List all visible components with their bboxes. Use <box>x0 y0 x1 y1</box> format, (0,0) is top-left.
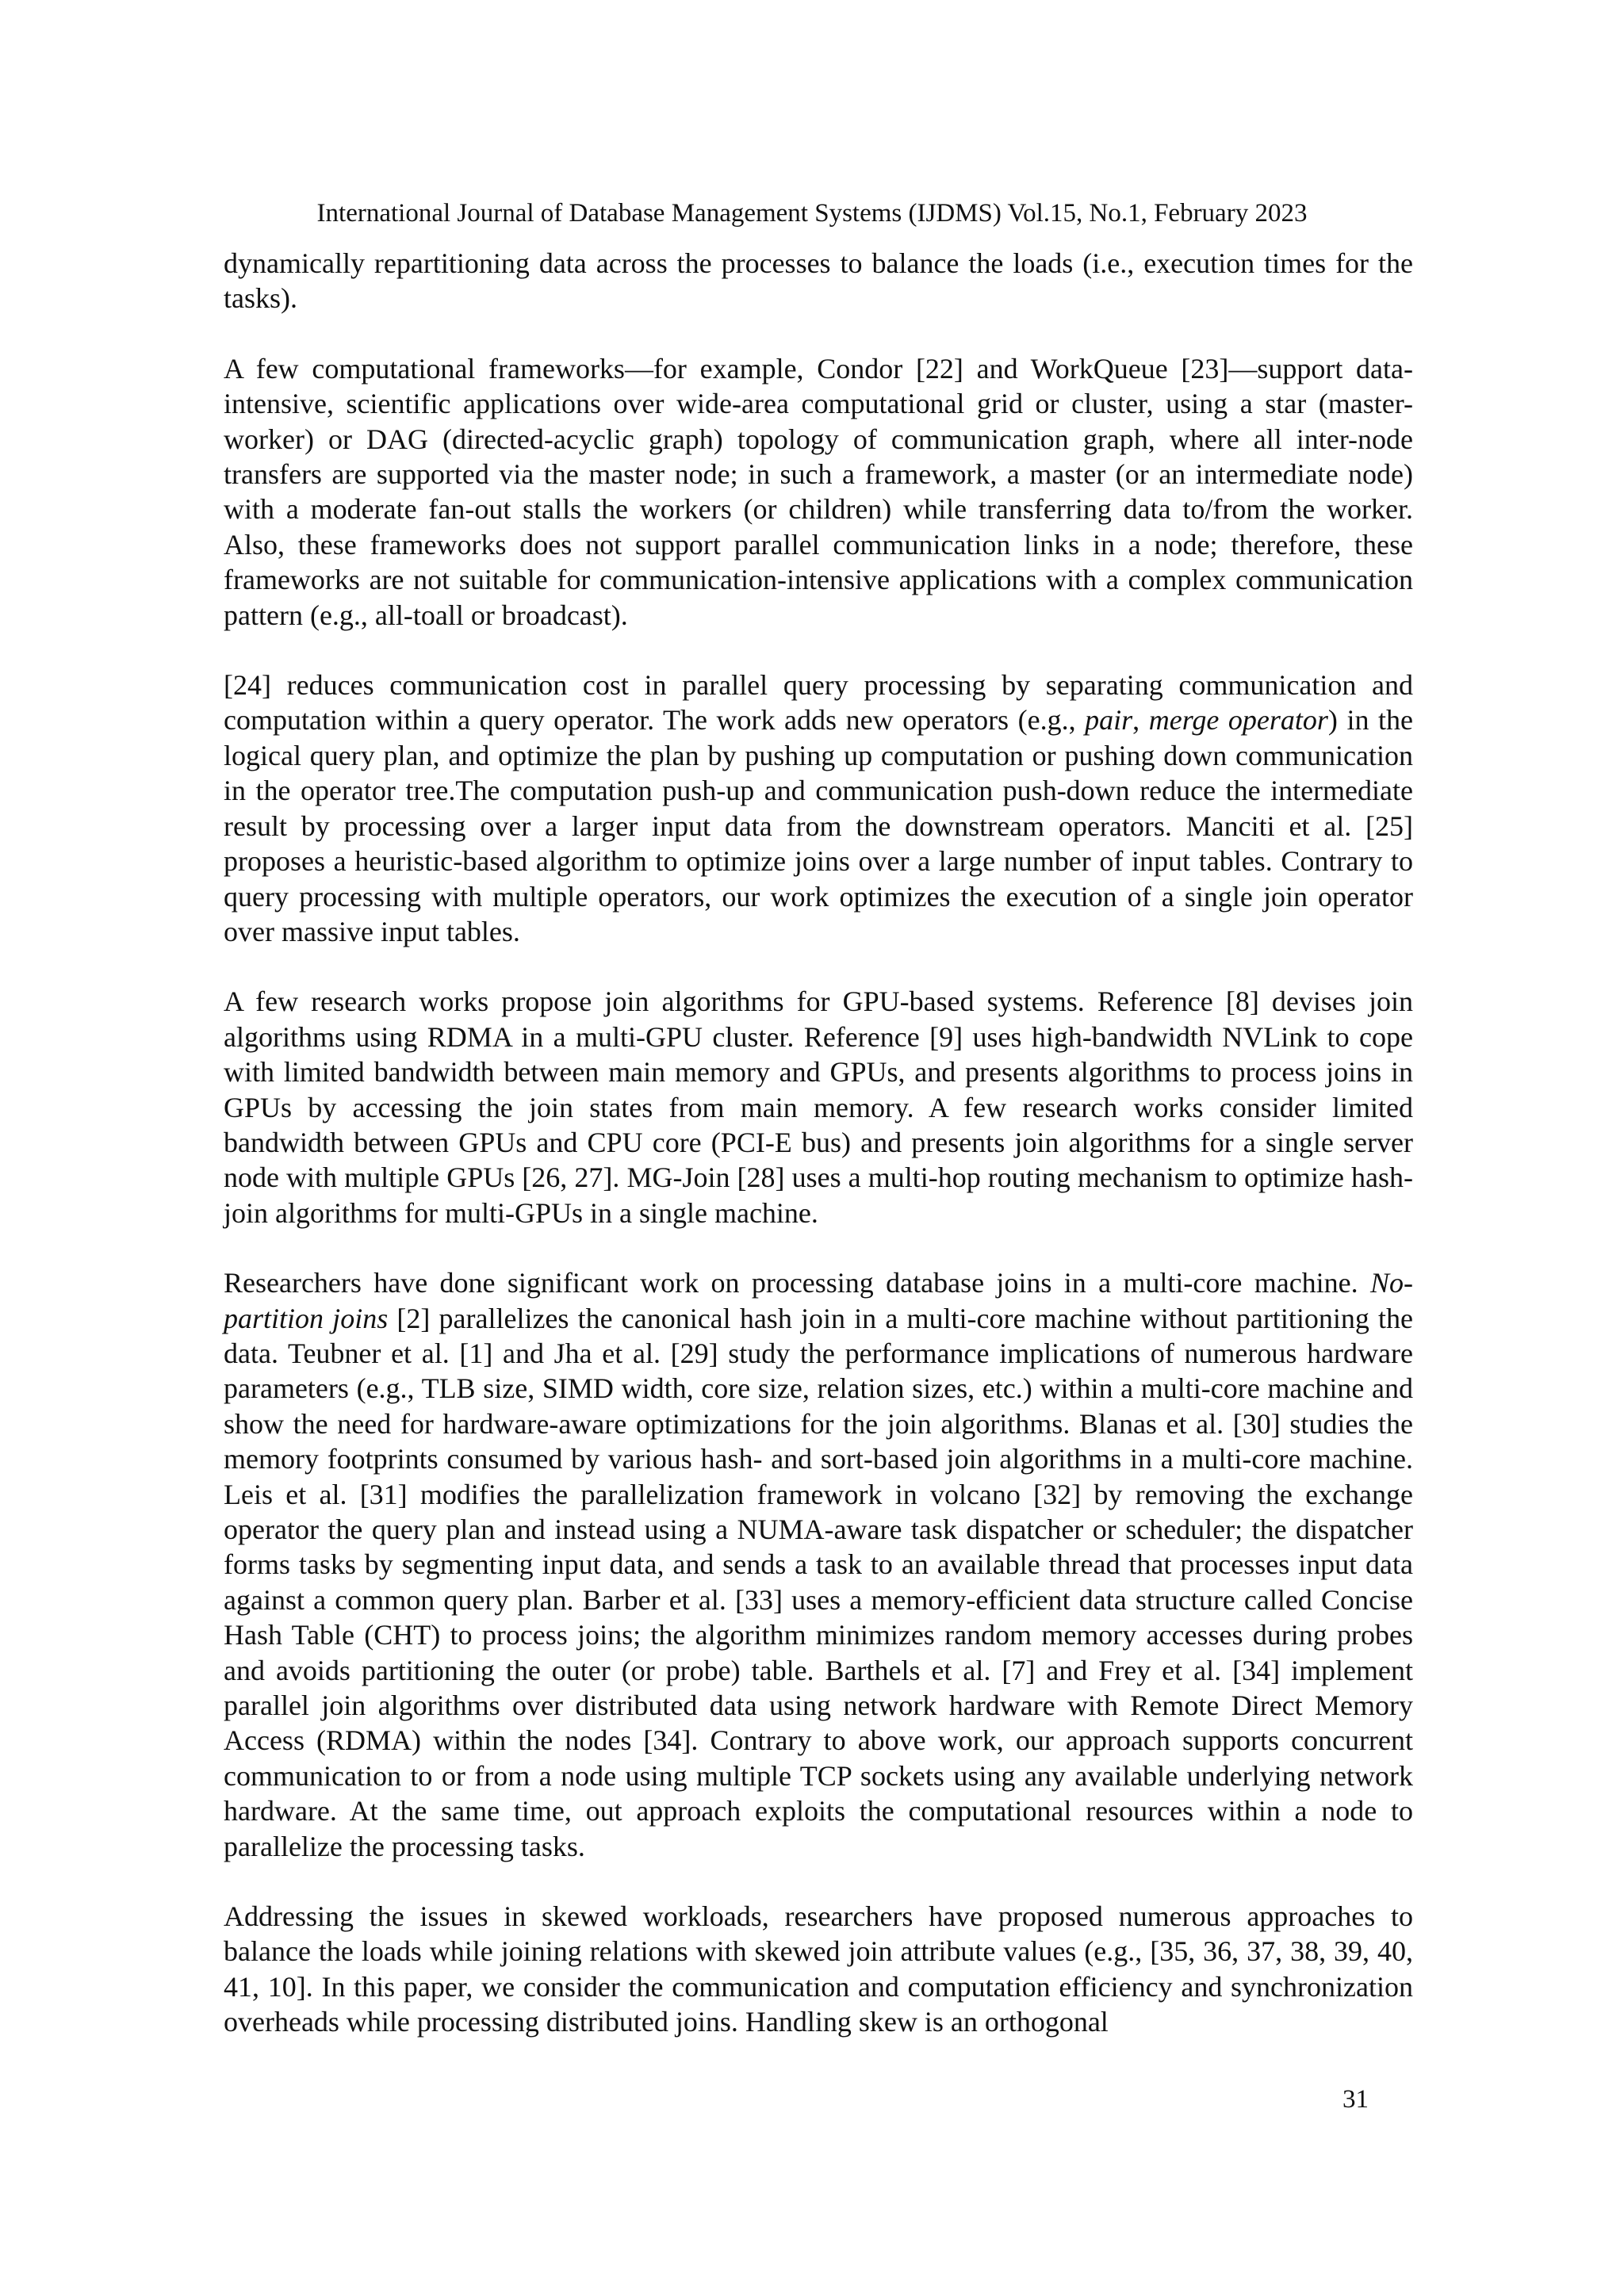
body-text <box>224 246 1413 2040</box>
paragraph-5 <box>224 1265 1413 1864</box>
text-segment: dynamically repartitioning data across the processes to balance the loads (i.e., execution times for the tasks). <box>224 247 1413 315</box>
text-segment: ) in the logical query plan, and optimize the plan by pushing up computation or pushing down communication in the operator tree.The computation push-up and communication push-down reduce the intermediate result by processing over a larger input data from the downstream operators. Manciti et al. [25] proposes a heuristic-based algorithm to optimize joins over a large number of input tables. Contrary to query processing with multiple operators, our work optimizes the execution of a single join operator over massive input tables. <box>224 704 1413 947</box>
text-segment: [24] reduces communication cost in parallel query processing by separating communication and computation within a query operator. The work adds new operators (e.g., <box>224 669 1413 737</box>
text-segment: Researchers have done significant work on processing database joins in a multi-core machine. <box>224 1267 1370 1299</box>
text-segment: A few research works propose join algorithms for GPU-based systems. Reference [8] devises join algorithms using RDMA in a multi-GPU cluster. Reference [9] uses high-bandwidth NVLink to cope with limited bandwidth between main memory and GPUs, and presents algorithms to process joins in GPUs by accessing the join states from main memory. A few research works consider limited bandwidth between GPUs and CPU core (PCI-E bus) and presents join algorithms for a single server node with multiple GPUs [26, 27]. MG-Join [28] uses a multi-hop routing mechanism to optimize hash-join algorithms for multi-GPUs in a single machine. <box>224 985 1413 1229</box>
paragraph-3 <box>224 668 1413 949</box>
italic-term-pair: pair <box>1085 704 1133 737</box>
italic-term-merge-operator: merge operator <box>1148 704 1328 737</box>
running-header: International Journal of Database Management Systems (IJDMS) Vol.15, No.1, February 2023 <box>316 199 1308 228</box>
text-segment: Addressing the issues in skewed workloads, researchers have proposed numerous approaches to balance the loads while joining relations with skewed join attribute values (e.g., [35, 36, 37, 38, 39, 40, 41, 10]. In this paper, we consider the communication and computation efficiency and synchronization overheads while processing distributed joins. Handling skew is an orthogonal <box>224 1900 1413 2038</box>
page-number: 31 <box>1342 2085 1369 2114</box>
italic-term-no-partition-joins: No-partition joins <box>224 1267 1413 1334</box>
text-segment: , <box>1132 704 1149 737</box>
paragraph-2 <box>224 351 1413 633</box>
paragraph-4 <box>224 984 1413 1230</box>
text-segment: A few computational frameworks—for example, Condor [22] and WorkQueue [23]—support data-intensive, scientific applications over wide-area computational grid or cluster, using a star (master-worker) or DAG (directed-acyclic graph) topology of communication graph, where all inter-node transfers are supported via the master node; in such a framework, a master (or an intermediate node) with a moderate fan-out stalls the workers (or children) while transferring data to/from the worker. Also, these frameworks does not support parallel communication links in a node; therefore, these frameworks are not suitable for communication-intensive applications with a complex communication pattern (e.g., all-toall or broadcast). <box>224 352 1413 631</box>
paragraph-1 <box>224 246 1413 316</box>
text-segment: [2] parallelizes the canonical hash join in a multi-core machine without partitioning the data. Teubner et al. [1] and Jha et al. [29] study the performance implications of numerous hardware parameters (e.g., TLB size, SIMD width, core size, relation sizes, etc.) within a multi-core machine and show the need for hardware-aware optimizations for the join algorithms. Blanas et al. [30] studies the memory footprints consumed by various hash- and sort-based join algorithms in a multi-core machine. Leis et al. [31] modifies the parallelization framework in volcano [32] by removing the exchange operator the query plan and instead using a NUMA-aware task dispatcher or scheduler; the dispatcher forms tasks by segmenting input data, and sends a task to an available thread that processes input data against a common query plan. Barber et al. [33] uses a memory-efficient data structure called Concise Hash Table (CHT) to process joins; the algorithm minimizes random memory accesses during probes and avoids partitioning the outer (or probe) table. Barthels et al. [7] and Frey et al. [34] implement parallel join algorithms over distributed data using network hardware with Remote Direct Memory Access (RDMA) within the nodes [34]. Contrary to above work, our approach supports concurrent communication to or from a node using multiple TCP sockets using any available underlying network hardware. At the same time, out approach exploits the computational resources within a node to parallelize the processing tasks. <box>224 1302 1413 1862</box>
paragraph-6 <box>224 1899 1413 2040</box>
